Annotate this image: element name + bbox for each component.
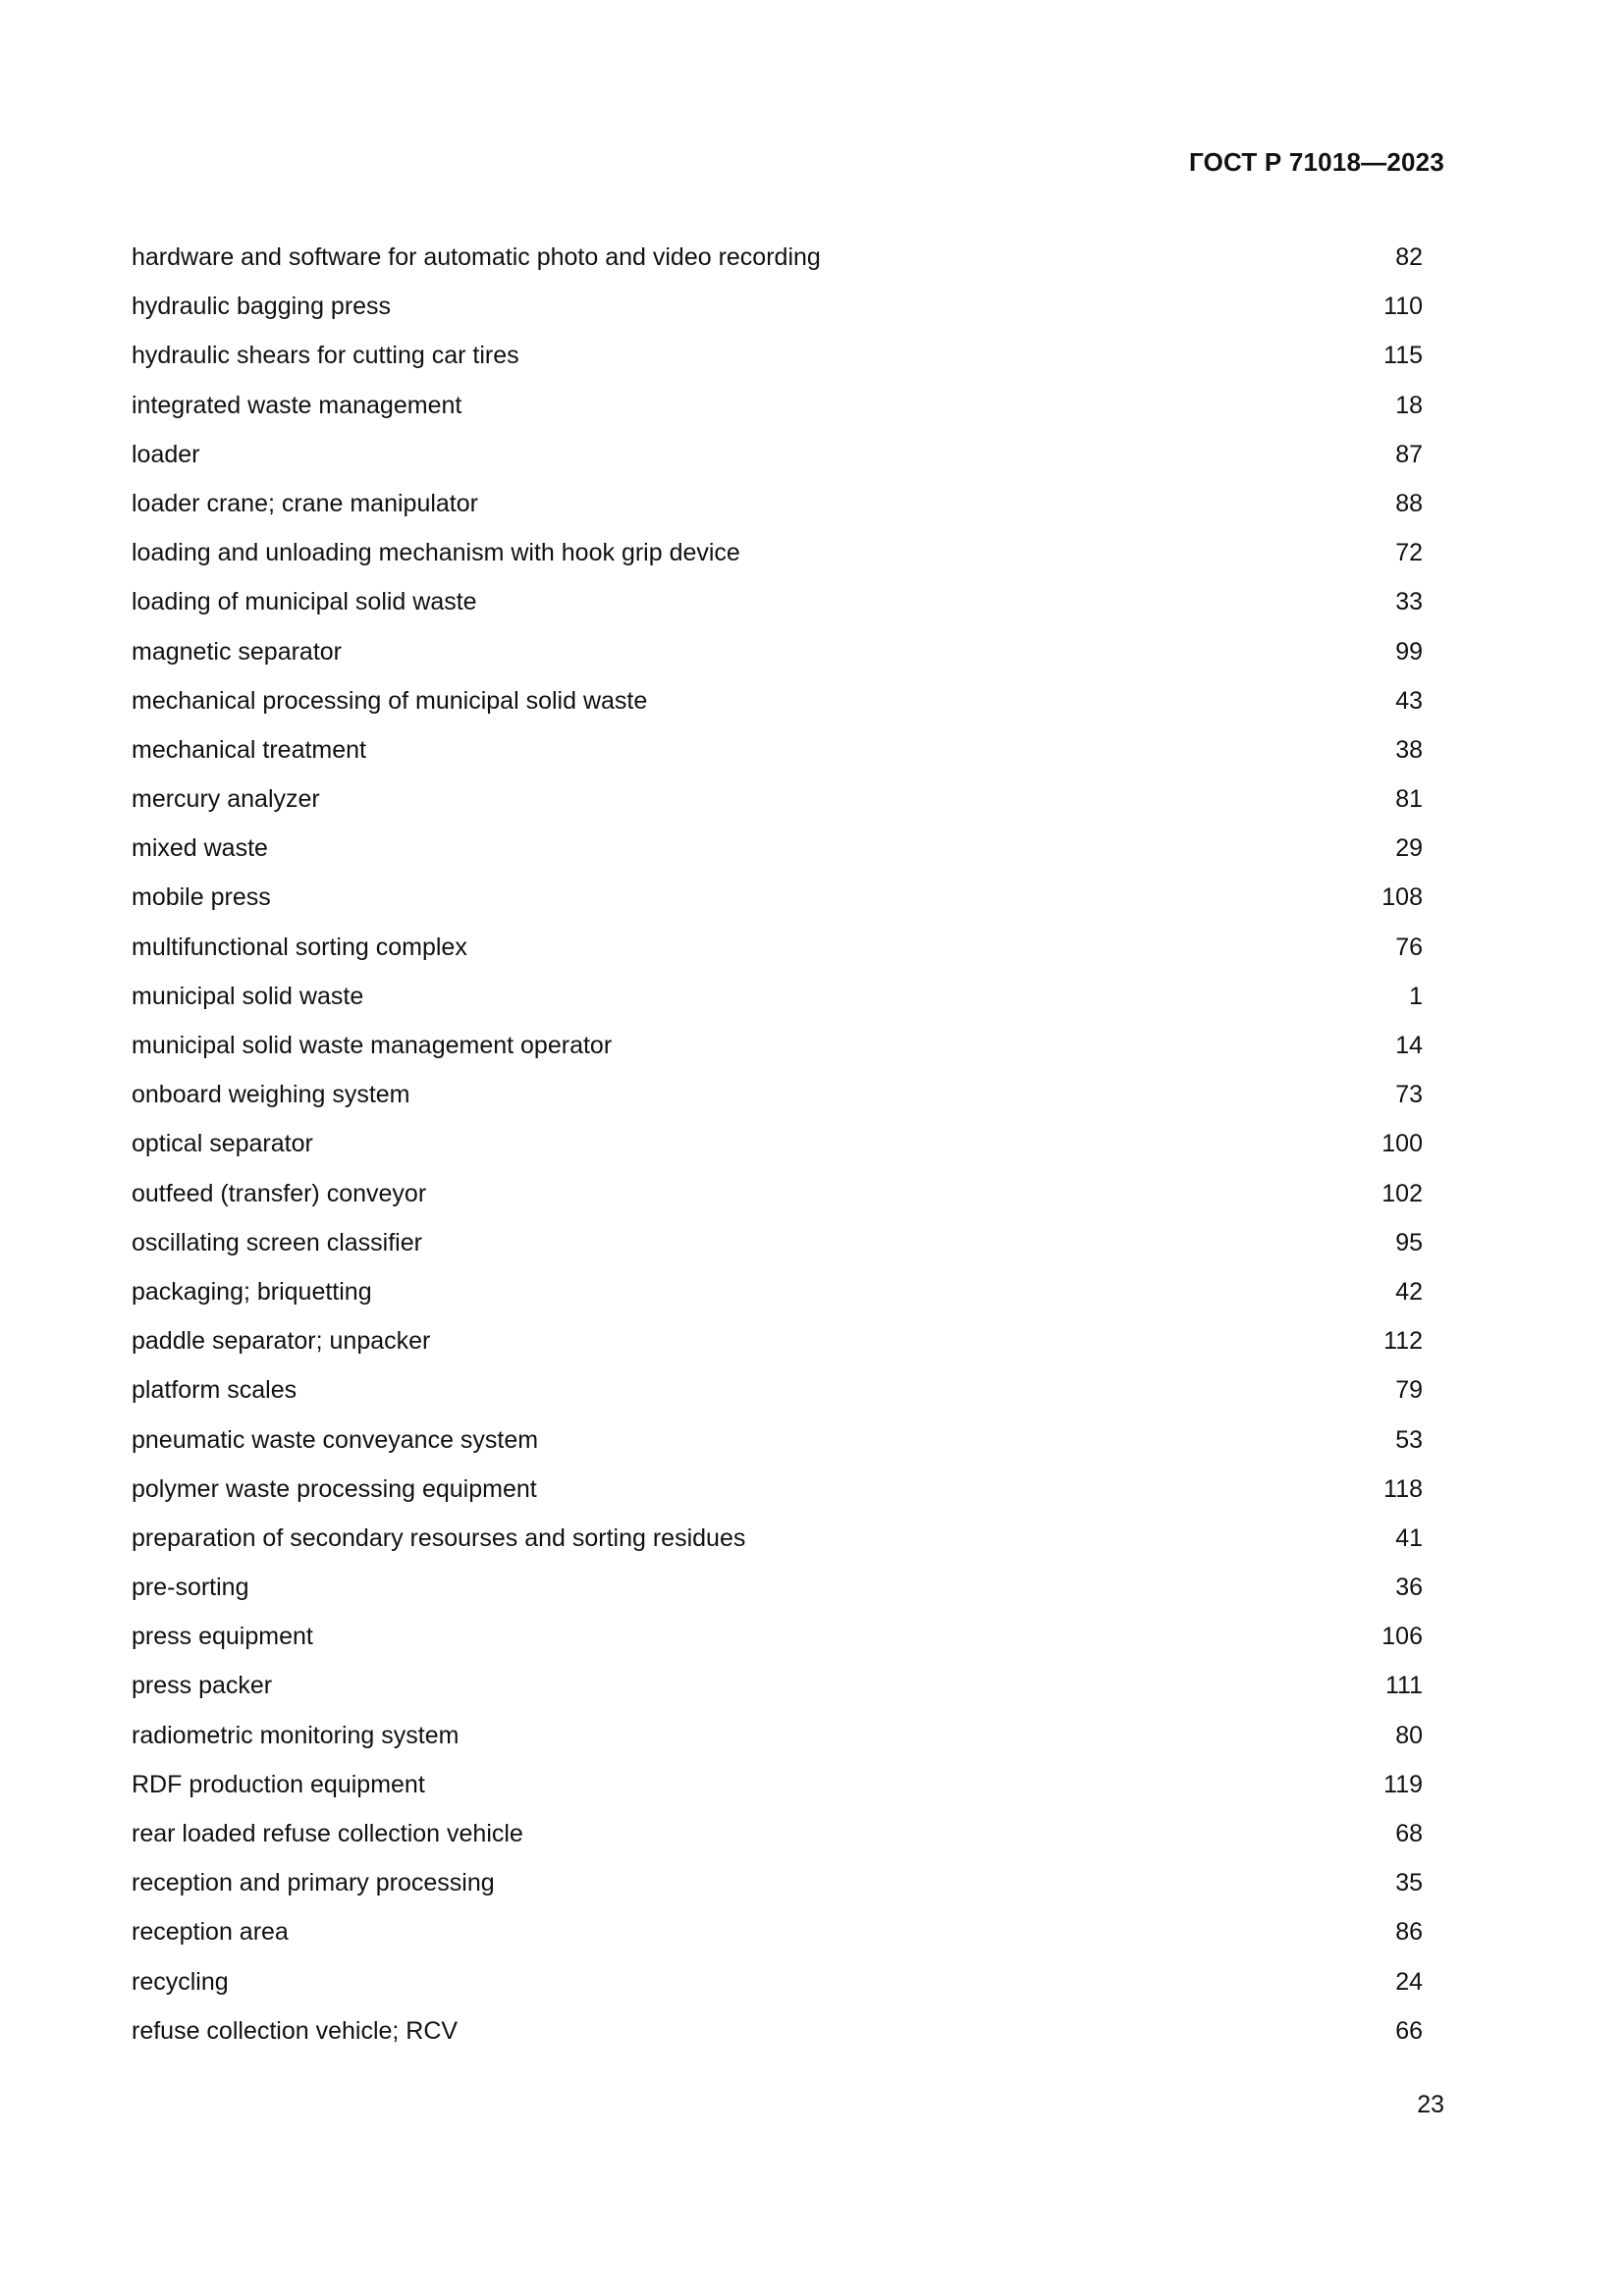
index-term-number: 18 xyxy=(1395,391,1423,419)
index-entry xyxy=(132,1668,1423,1717)
index-term: optical separator xyxy=(132,1130,313,1158)
index-term: pre-sorting xyxy=(132,1574,249,1602)
index-term: oscillating screen classifier xyxy=(132,1228,422,1256)
index-term: press packer xyxy=(132,1672,273,1700)
index-term: refuse collection vehicle; RCV xyxy=(132,2016,459,2045)
index-entry xyxy=(132,1126,1423,1175)
index-entry xyxy=(132,1176,1423,1225)
index-entry xyxy=(132,830,1423,880)
index-entry xyxy=(132,1570,1423,1619)
index-term: hardware and software for automatic photo and video recording xyxy=(132,243,821,271)
index-term-number: 95 xyxy=(1395,1228,1423,1256)
index-term-number: 110 xyxy=(1383,293,1423,321)
index-entry xyxy=(132,1372,1423,1421)
index-term: pneumatic waste conveyance system xyxy=(132,1425,539,1454)
index-term-number: 1 xyxy=(1409,982,1423,1010)
index-entry xyxy=(132,1964,1423,2013)
index-term: packaging; briquetting xyxy=(132,1277,372,1306)
index-term: radiometric monitoring system xyxy=(132,1721,460,1749)
index-term-number: 29 xyxy=(1395,834,1423,863)
index-term: platform scales xyxy=(132,1376,298,1405)
index-term-number: 108 xyxy=(1381,883,1423,912)
index-term: press equipment xyxy=(132,1623,313,1651)
index-term: hydraulic bagging press xyxy=(132,293,392,321)
index-entry xyxy=(132,2013,1423,2062)
index-term-number: 42 xyxy=(1395,1277,1423,1306)
index-entry xyxy=(132,1521,1423,1570)
index-term-number: 119 xyxy=(1383,1770,1423,1798)
index-term-number: 111 xyxy=(1384,1672,1423,1700)
index-term-number: 112 xyxy=(1383,1327,1423,1356)
index-term-number: 24 xyxy=(1395,1967,1423,1996)
index-term-number: 100 xyxy=(1381,1130,1423,1158)
document-header: ГОСТ Р 71018—2023 xyxy=(1189,147,1444,177)
index-entry xyxy=(132,781,1423,830)
index-term: RDF production equipment xyxy=(132,1770,425,1798)
index-term-number: 14 xyxy=(1395,1032,1423,1059)
index-term: integrated waste management xyxy=(132,391,462,419)
index-term: loader crane; crane manipulator xyxy=(132,489,478,517)
index-term: mechanical treatment xyxy=(132,735,367,764)
index-entry xyxy=(132,240,1423,289)
index-term: outfeed (transfer) conveyor xyxy=(132,1179,427,1207)
index-term-number: 72 xyxy=(1395,539,1423,567)
index-term: loader xyxy=(132,440,200,468)
index-entry xyxy=(132,388,1423,437)
index-term-number: 102 xyxy=(1381,1179,1423,1207)
index-term: reception and primary processing xyxy=(132,1869,495,1897)
index-term: mechanical processing of municipal solid waste xyxy=(132,686,648,715)
index-term-number: 43 xyxy=(1395,686,1423,715)
index-entry xyxy=(132,732,1423,781)
page-number: 23 xyxy=(1417,2091,1444,2118)
index-term-number: 106 xyxy=(1381,1623,1423,1651)
index-term: mercury analyzer xyxy=(132,785,320,814)
index-term-number: 38 xyxy=(1395,735,1423,764)
index-entry xyxy=(132,1718,1423,1767)
index-term-number: 53 xyxy=(1395,1425,1423,1454)
index-term-number: 88 xyxy=(1395,489,1423,517)
index-term: polymer waste processing equipment xyxy=(132,1474,537,1503)
index-entry xyxy=(132,1816,1423,1865)
index-term-number: 79 xyxy=(1395,1376,1423,1405)
index-entry xyxy=(132,930,1423,979)
index-term: mixed waste xyxy=(132,834,268,863)
index-term-number: 33 xyxy=(1395,588,1423,616)
index-entry xyxy=(132,289,1423,338)
index-term: municipal solid waste xyxy=(132,982,364,1010)
index-entry xyxy=(132,979,1423,1028)
index-entry xyxy=(132,1914,1423,1963)
index-entry xyxy=(132,634,1423,683)
index-term: reception area xyxy=(132,1918,289,1947)
index-entry xyxy=(132,683,1423,732)
index-term: paddle separator; unpacker xyxy=(132,1327,431,1356)
index-term-number: 66 xyxy=(1395,2016,1423,2045)
index-term: onboard weighing system xyxy=(132,1081,410,1109)
index-entry xyxy=(132,1422,1423,1471)
index-term-number: 115 xyxy=(1383,342,1423,370)
index-term-number: 36 xyxy=(1395,1574,1423,1602)
index-term: recycling xyxy=(132,1967,229,1996)
index-entry xyxy=(132,1323,1423,1372)
index-entry xyxy=(132,584,1423,633)
index-term: loading and unloading mechanism with hook grip device xyxy=(132,539,740,567)
index-entry xyxy=(132,1767,1423,1816)
index-entry xyxy=(132,1225,1423,1274)
index-term-number: 80 xyxy=(1395,1721,1423,1749)
index-entry xyxy=(132,880,1423,929)
index-entry xyxy=(132,1865,1423,1914)
index-term-number: 68 xyxy=(1395,1820,1423,1847)
index-term: loading of municipal solid waste xyxy=(132,588,477,616)
index-entry xyxy=(132,486,1423,535)
index-term-number: 81 xyxy=(1395,785,1423,814)
index-term-number: 86 xyxy=(1395,1918,1423,1947)
index-term-number: 35 xyxy=(1395,1869,1423,1897)
index-entry xyxy=(132,1274,1423,1323)
index-term: mobile press xyxy=(132,883,271,912)
index-term: hydraulic shears for cutting car tires xyxy=(132,342,519,370)
index-term-number: 99 xyxy=(1395,637,1423,666)
index-entry xyxy=(132,1077,1423,1126)
index-term-number: 41 xyxy=(1395,1523,1423,1552)
index-term-number: 118 xyxy=(1383,1474,1423,1503)
index-entry xyxy=(132,437,1423,486)
index-term: municipal solid waste management operator xyxy=(132,1032,613,1059)
index-term: multifunctional sorting complex xyxy=(132,933,467,961)
index-entry xyxy=(132,338,1423,387)
index-entry xyxy=(132,1619,1423,1668)
index-term-number: 82 xyxy=(1395,243,1423,271)
index-term-number: 76 xyxy=(1395,933,1423,961)
index-term: rear loaded refuse collection vehicle xyxy=(132,1820,523,1847)
index-entry xyxy=(132,1028,1423,1077)
index-term: magnetic separator xyxy=(132,637,343,666)
alphabetical-index xyxy=(132,240,1423,2062)
index-term-number: 73 xyxy=(1395,1081,1423,1109)
index-entry xyxy=(132,535,1423,584)
index-term: preparation of secondary resourses and sorting residues xyxy=(132,1523,746,1552)
index-term-number: 87 xyxy=(1395,440,1423,468)
index-entry xyxy=(132,1471,1423,1521)
